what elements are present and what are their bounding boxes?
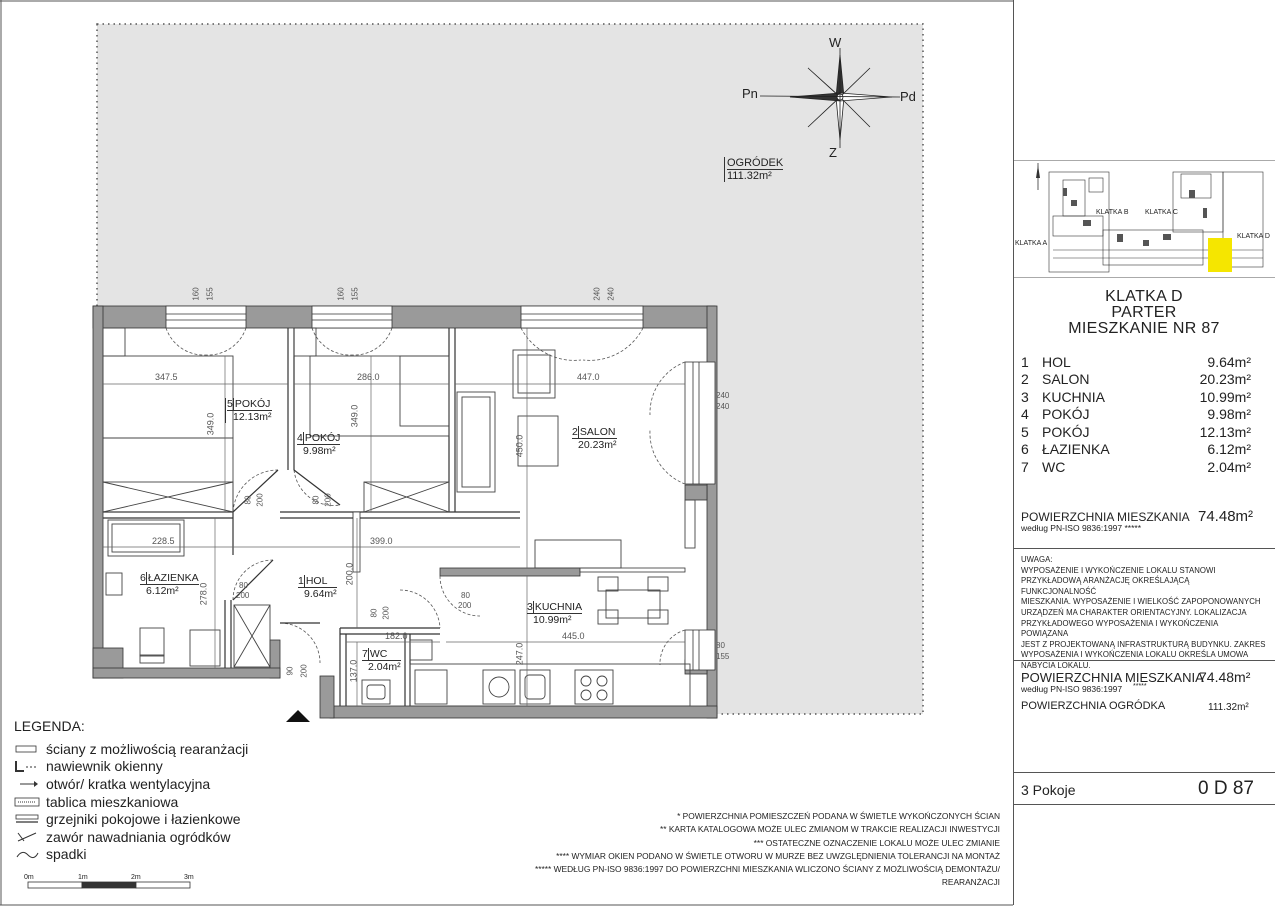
footnote: ** KARTA KATALOGOWA MOŻE ULEC ZMIANOM W TRAKCIE REALIZACJI INWESTYCJI (659, 824, 1000, 835)
slope-icon (14, 847, 40, 861)
compass-east: Pd (900, 89, 916, 104)
room-name: KUCHNIA (1042, 388, 1106, 405)
door-dim: 90 (285, 666, 295, 676)
key-plan-label: KLATKA C (1145, 209, 1178, 216)
window-dim: 160 (191, 287, 201, 301)
window-dim: 160 (336, 287, 346, 301)
compass-south: Z (829, 145, 837, 160)
room2-name: SALON (579, 426, 616, 438)
garden-label (724, 157, 783, 182)
title-block (1013, 289, 1275, 337)
room-row (1021, 353, 1251, 371)
notice-line: JEST Z PROJEKTOWANĄ INFRASTRUKTURĄ BUDYNKU. ZAKRES (1021, 639, 1266, 649)
room-name: WC (1042, 458, 1066, 475)
key-plan-highlight (1208, 238, 1232, 272)
title-line1: KLATKA D (1105, 288, 1183, 305)
window-dim: 155 (716, 652, 730, 661)
scale-tick: 1m (78, 874, 88, 881)
partition-wall-icon (14, 742, 40, 756)
footnote: *** OSTATECZNE OZNACZENIE LOKALU MOŻE ULEC ZMIANIE (753, 837, 1000, 848)
room-area: 9.98m² (1207, 406, 1251, 423)
door-dim: 200 (323, 493, 333, 507)
notice-line: PRZYKŁADOWEGO WYPOSAŻENIA I WYKOŃCZENIA POWIĄZANA (1021, 618, 1218, 639)
scale-tick: 3m (184, 874, 194, 881)
legend-label: ściany z możliwością rearanżacji (46, 740, 249, 757)
key-plan-label: KLATKA A (1015, 240, 1048, 247)
room-area: 12.13m² (1199, 423, 1251, 440)
area-label: POWIERZCHNIA MIESZKANIA (1021, 510, 1190, 524)
door-dim: 80 (461, 591, 470, 600)
plan-label-room3 (527, 601, 582, 626)
vent-arrow-icon (14, 777, 40, 791)
plan-label-room6 (140, 572, 199, 597)
unit-plate-icon (14, 795, 40, 809)
door-dim: 200 (236, 591, 250, 600)
room2-no: 2 (572, 426, 578, 438)
title-line2: PARTER (1111, 304, 1177, 321)
notice-block (1021, 555, 1266, 672)
room2-area: 20.23m² (578, 439, 617, 451)
separator (1013, 548, 1275, 549)
separator (1013, 772, 1275, 773)
legend-title: LEGENDA: (14, 718, 85, 734)
room6-name: ŁAZIENKA (147, 572, 199, 584)
notice-line: WYPOSAŻENIE I WYKOŃCZENIE LOKALU STANOWI (1021, 565, 1216, 575)
room-name: POKÓJ (1042, 406, 1090, 423)
room6-no: 6 (140, 572, 146, 584)
window-dim: 240 (716, 402, 730, 411)
room-no: 6 (1021, 441, 1029, 458)
area-value: 74.48m² (1198, 508, 1254, 525)
legend (14, 718, 248, 863)
dim-label: 200.0 (344, 562, 355, 586)
legend-label: grzejniki pokojowe i łazienkowe (46, 811, 241, 828)
room-no: 7 (1021, 458, 1029, 475)
dim-label: 286.0 (357, 372, 380, 382)
room-row (1021, 423, 1251, 441)
room3-name: KUCHNIA (534, 601, 583, 613)
footnotes (480, 810, 1000, 890)
door-dim: 80 (311, 495, 321, 505)
separator (1013, 804, 1275, 805)
legend-label: tablica mieszkaniowa (46, 793, 179, 810)
title-line3: MIESZKANIE NR 87 (1068, 320, 1220, 337)
dim-label: 450.0 (514, 434, 525, 458)
garden-area-label: POWIERZCHNIA OGRÓDKA (1021, 700, 1166, 712)
garden-area-value: 111.32m² (727, 170, 772, 182)
rooms-count: 3 Pokoje (1021, 782, 1076, 798)
room-row (1021, 388, 1251, 406)
footnote: **** WYMIAR OKIEN PODANO W ŚWIETLE OTWORU W MURZE BEZ UWZGLĘDNIENIA TOLERANCJI NA MONTAŻ (556, 850, 1000, 861)
dim-label: 447.0 (577, 372, 600, 382)
unit-code: 0 D 87 (1198, 778, 1254, 799)
room4-area: 9.98m² (303, 445, 336, 457)
notice-title: UWAGA: (1021, 555, 1053, 564)
summary-area-label: POWIERZCHNIA MIESZKANIA (1021, 670, 1204, 685)
room-name: ŁAZIENKA (1042, 441, 1110, 458)
room-no: 2 (1021, 371, 1029, 388)
plan-label-room2 (572, 426, 617, 451)
dim-label: 349.0 (205, 412, 216, 436)
dim-label: 445.0 (562, 631, 585, 641)
legend-item (14, 775, 248, 793)
notice-line: NABYCIA LOKALU. (1021, 660, 1091, 670)
dim-label: 228.5 (152, 536, 175, 546)
room5-name: POKÓJ (234, 398, 271, 410)
key-plan-label: KLATKA D (1237, 233, 1270, 240)
dim-label: 347.5 (155, 372, 178, 382)
room3-no: 3 (527, 601, 533, 613)
garden-area-value: 111.32m² (1208, 702, 1249, 713)
room-area: 10.99m² (1199, 388, 1251, 405)
summary-area-stars: ***** (1133, 683, 1147, 690)
legend-item (14, 846, 248, 864)
rooms-list (1021, 353, 1251, 476)
scale-tick: 2m (131, 874, 141, 881)
room5-area: 12.13m² (233, 411, 272, 423)
room-row (1021, 458, 1251, 476)
summary-area-norm: według PN-ISO 9836:1997 (1021, 684, 1123, 694)
dim-label: 182.0 (385, 631, 408, 641)
window-dim: 80 (716, 641, 725, 650)
scale-bar (28, 882, 190, 888)
window-dim: 155 (205, 287, 215, 301)
window-vent-icon (14, 759, 40, 773)
room3-area: 10.99m² (533, 614, 572, 626)
footnote: REARANŻACJI (941, 877, 1000, 888)
plan-label-room1 (298, 575, 337, 600)
area-norm: według PN-ISO 9836:1997 ***** (1021, 523, 1142, 533)
legend-label: nawiewnik okienny (46, 758, 163, 775)
door-dim: 80 (243, 495, 253, 505)
legend-item (14, 793, 248, 811)
room7-no: 7 (362, 648, 368, 660)
room-name: HOL (1042, 353, 1071, 370)
dim-label: 349.0 (349, 404, 360, 428)
room4-name: POKÓJ (304, 432, 341, 444)
summary-area-value: 74.48m² (1199, 669, 1251, 685)
legend-item (14, 828, 248, 846)
plan-label-room7 (362, 648, 401, 673)
door-dim: 200 (299, 664, 309, 678)
room5-no: 5 (227, 398, 233, 410)
room1-area: 9.64m² (304, 588, 337, 600)
window-dim: 240 (592, 287, 602, 301)
room-row (1021, 371, 1251, 389)
door-dim: 200 (381, 606, 391, 620)
window-dim: 240 (606, 287, 616, 301)
dim-label: 137.0 (348, 659, 359, 683)
room-no: 4 (1021, 406, 1029, 423)
notice-line: URZĄDZEŃ MA CHARAKTER ORIENTACYJNY. LOKALIZACJA (1021, 607, 1247, 617)
window-dim: 240 (716, 391, 730, 400)
dim-label: 399.0 (370, 536, 393, 546)
door-dim: 80 (369, 608, 379, 618)
room1-name: HOL (305, 575, 328, 587)
room-name: POKÓJ (1042, 423, 1090, 440)
scale-tick: 0m (24, 874, 34, 881)
plan-label-room5 (225, 398, 272, 423)
room-name: SALON (1042, 371, 1090, 388)
radiator-icon (14, 812, 40, 826)
dim-label: 247.0 (514, 642, 525, 666)
window-dim: 155 (350, 287, 360, 301)
room-row (1021, 406, 1251, 424)
legend-item (14, 740, 248, 758)
separator (1013, 660, 1275, 661)
room-area: 9.64m² (1207, 353, 1251, 370)
door-dim: 80 (239, 581, 248, 590)
room4-no: 4 (297, 432, 303, 444)
key-plan-label: KLATKA B (1096, 209, 1129, 216)
key-plan (1013, 160, 1275, 278)
room7-name: WC (369, 648, 388, 660)
notice-line: MIESZKANIA. WYPOSAŻENIE I WIELKOŚĆ ZAPOPONOWANYCH (1021, 597, 1261, 607)
legend-item (14, 810, 248, 828)
room1-no: 1 (298, 575, 304, 587)
footnote: * POWIERZCHNIA POMIESZCZEŃ PODANA W ŚWIETLE WYKOŃCZONYCH ŚCIAN (677, 811, 1000, 821)
garden-valve-icon (14, 830, 40, 844)
legend-label: zawór nawadniania ogródków (46, 828, 231, 845)
footnote: ***** WEDŁUG PN-ISO 9836:1997 DO POWIERZCHNI MIESZKANIA WLICZONO ŚCIANY Z MOŻLIWOŚCIĄ DEMONTAŻU/ (534, 864, 1000, 875)
room-area: 20.23m² (1199, 371, 1251, 388)
room-no: 1 (1021, 353, 1029, 370)
door-dim: 200 (458, 601, 472, 610)
legend-label: spadki (46, 846, 87, 863)
garden-name: OGRÓDEK (727, 157, 784, 169)
legend-item (14, 758, 248, 776)
compass-north: W (829, 35, 842, 50)
door-dim: 200 (255, 493, 265, 507)
room-no: 5 (1021, 423, 1029, 440)
room-area: 2.04m² (1207, 458, 1251, 475)
room6-area: 6.12m² (146, 585, 179, 597)
compass-west: Pn (742, 86, 758, 101)
dim-label: 278.0 (198, 582, 209, 606)
notice-line: WYPOSAŻENIA I WYKOŃCZENIA LOKALU OKREŚLA UMOWA (1021, 650, 1249, 660)
plan-label-room4 (297, 432, 340, 457)
room-no: 3 (1021, 388, 1029, 405)
room-area: 6.12m² (1207, 441, 1251, 458)
room-row (1021, 441, 1251, 459)
notice-line: PRZYKŁADOWĄ ARANŻACJĘ OKREŚLAJĄCĄ FUNKCJONALNOŚĆ (1021, 576, 1190, 596)
legend-label: otwór/ kratka wentylacyjna (46, 775, 211, 792)
room7-area: 2.04m² (368, 661, 401, 673)
